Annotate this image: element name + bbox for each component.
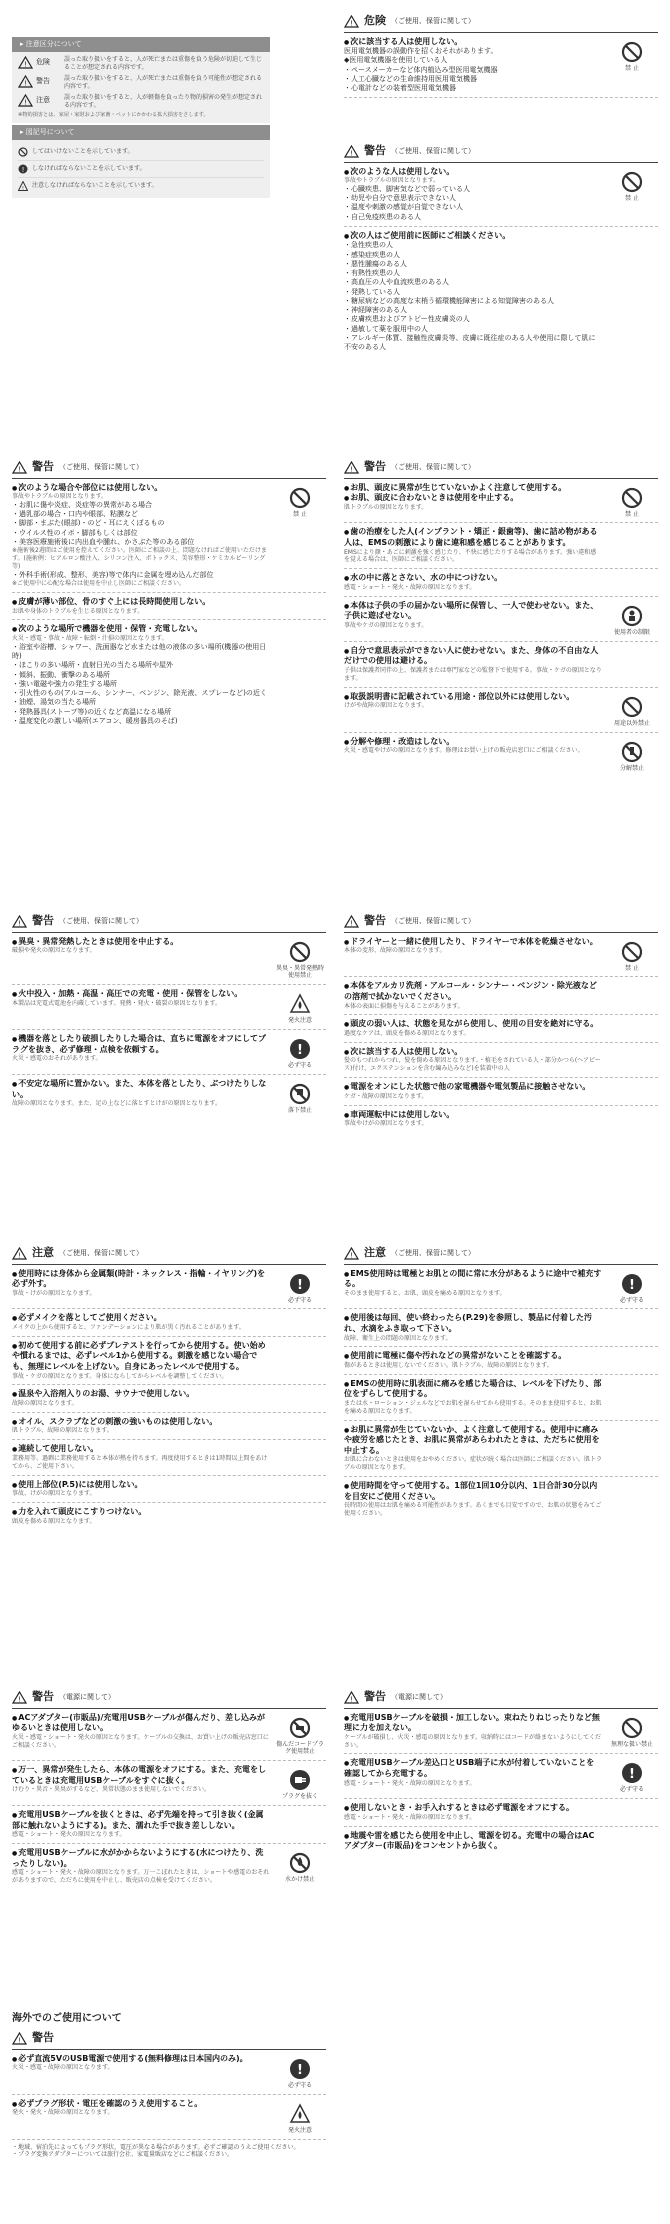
- section-title: ! 警告 （ご使用、保管に関して）: [344, 144, 658, 163]
- safety-item: ● 必ず直流5VのUSB電源で使用する(無料修理は日本国内のみ)。 火災・感電・故障の原因となります。 ! 必ず守る: [12, 2050, 326, 2095]
- warning-triangle-icon: [344, 1691, 359, 1704]
- prohibit-icon: [621, 696, 643, 718]
- safety-item: ● 不安定な場所に置かない。また、本体を落としたり、ぶつけたりしない。 故障の原因となります。また、足の上などに落とすとけがの原因となります。 落下禁止: [12, 1075, 326, 1119]
- mandatory-icon: [289, 1038, 311, 1060]
- safety-item: ● 地震や雷を感じたら使用を中止し、電源を切る。充電中の場合はACアダプター(市販品)をコンセントから抜く。: [344, 1827, 658, 1856]
- svg-text:!: !: [350, 465, 353, 474]
- safety-item: ● 皮膚が薄い部位、骨のすぐ上には長時間使用しない。 お肌や身体のトラブルを生じる原因となります。: [12, 593, 326, 620]
- safety-item: ● 充電用USBケーブルを破損・加工しない。束ねたりねじったりなど無理に力を加えない。 ケーブルが破損し、火災・感電の原因となります。収納時にはコードが絡まないようにしてください。 無理な扱い禁止: [344, 1709, 658, 1755]
- warning-triangle-icon: [344, 915, 359, 928]
- safety-item: ● 使用時には身体から金属類(時計・ネックレス・指輪・イヤリング)を必ず外す。 事故・けがの原因となります。 ! 必ず守る: [12, 1265, 326, 1310]
- symbol-prohibit: してはいけないことを示しています。: [18, 144, 264, 161]
- safety-item: ● 使用後は毎回、使い終わったら(P.29)を参照し、製品に付着した汚れ、水滴をふき取って下さい。 故障、衛生上の問題の原因となります。: [344, 1309, 658, 1347]
- safety-item: ● オイル、スクラブなどの刺激の強いものは使用しない。 肌トラブル、故障の原因となります。: [12, 1413, 326, 1440]
- warning-triangle-icon: [12, 461, 27, 474]
- mandatory-icon: [289, 1273, 311, 1295]
- section-warning-care: [344, 914, 658, 1132]
- safety-item: ● 必ずメイクを落としてご使用ください。 メイクの上から使用すると、ファンデーションにより肌が黒く汚れることがあります。: [12, 1309, 326, 1336]
- symbol-caution: ! 注意しなければならないことを示しています。: [18, 178, 264, 194]
- section-title: ! 警告 （ご使用、保管に関して）: [344, 914, 658, 933]
- legend-row-warning: ! 警告 誤った取り扱いをすると、人が死亡または重傷を負う可能性が想定される内容です。: [18, 75, 264, 91]
- svg-text:!: !: [21, 186, 25, 192]
- safety-item: ● 充電用USBケーブルに水がかからないようにする(水につけたり、洗ったりしない)。 感電・ショート・発火・故障の原因となります。万一こぼれたときは、ショートや感電のおそれがありますので、ただちに使用を中止し、販売店の点検を受けてください。 水かけ禁止: [12, 1844, 326, 1889]
- fire-caution-icon: [289, 993, 311, 1015]
- svg-text:!: !: [18, 919, 21, 928]
- safety-item: ● 使用時間を守って使用する。1部位1回10分以内、1日合計30分以内を目安にご使用ください。 長時間の使用はお肌を痛める可能性があります。あくまでも目安ですので、お肌の状態をみてご使用ください。: [344, 1477, 658, 1522]
- safety-item: ● 必ずプラグ形状・電圧を確認のうえ使用すること。 発火・発火・故障の原因となります。 発火注意: [12, 2095, 326, 2140]
- no-water-icon: [289, 1852, 311, 1874]
- section-title: ! 警告 （ご使用、保管に関して）: [12, 460, 326, 479]
- no-disassembly-icon: [621, 741, 643, 763]
- section-warning-parts: [12, 460, 326, 730]
- safety-item: ● ドライヤーと一緒に使用したり、ドライヤーで本体を乾燥させない。 本体の変形、故障の原因となります。 禁 止: [344, 933, 658, 978]
- safety-item: ● 温泉や入浴剤入りのお湯、サウナで使用しない。 故障の原因となります。: [12, 1385, 326, 1412]
- svg-text:!: !: [297, 1043, 303, 1059]
- safety-item: ● 充電用USBケーブル差込口とUSB端子に水が付着していないことを確認してから充電する。 感電・ショート・発火・故障の原因となります。 ! 必ず守る: [344, 1754, 658, 1799]
- symbol-mandatory: ! しなければならないことを示しています。: [18, 161, 264, 178]
- safety-item: ● 万一、異常が発生したら、本体の電源をオフにする。また、充電をしているときは充電用USBケーブルをすぐに抜く。 けむり・異音・異臭がするなど、異常状態のまま使用しないでください。 プラグを抜く: [12, 1761, 326, 1806]
- svg-text:!: !: [18, 465, 21, 474]
- safety-item: ● 次のような場所で機器を使用・保管・充電しない。 火災・感電・事故・故障・転倒・汁損の原因となります。 ・浴室や浴槽、シャワー、洗面器など水または他の液体の多い場所(機器の使用日時) ・ほこりの多い場所・直射日光の当たる場所や屋外 ・傾斜、振動、衝撃のある場所 ・強い電磁や強力の発生する場所 ・引火性のもの(アルコール、シンナー、ベンジン、除光液、スプレーなど)の近く ・油煙、湯気の当たる場所 ・発熱器具(ストーブ等)の近くなど高温になる場所 ・温度変化の激しい場所(エアコン、暖房器具のそば): [12, 620, 326, 730]
- safety-item: ● EMSの使用時に肌表面に痛みを感じた場合は、レベルを下げたり、部位をずらして使用する。 または水・ローション・ジェルなどでお肌を湿らせてから使用する。そのまま使用すると、お肌を痛める原因となります。: [344, 1375, 658, 1421]
- prohibit-icon: [289, 941, 311, 963]
- safety-item: ● 取扱説明書に記載されている用途・部位以外には使用しない。 けがや故障の原因となります。 用途以外禁止: [344, 688, 658, 733]
- safety-item: ● 電源をオンにした状態で他の家電機器や電気製品に接触させない。 ケガ・故障の原因となります。: [344, 1078, 658, 1105]
- warning-triangle-icon: [12, 1247, 27, 1260]
- user-restriction-icon: [621, 605, 643, 627]
- section-warning-abnormal: [12, 914, 326, 1119]
- svg-text:!: !: [24, 79, 27, 88]
- safety-item: ● 水の中に落とさない、水の中につけない。 感電・ショート・発火・故障の原因となります。: [344, 569, 658, 596]
- safety-item: ● 初めて使用する前に必ずプレテストを行ってから使用する。使い始めや慣れるまでは、必ずレベル1から使用する。刺激を感じない場合でも、無理にレベルを上げない。自身にあったレベルで使用する。 事故・ケガの原因となります。身体にならしてからレベルを調整してください。: [12, 1337, 326, 1386]
- prohibit-icon: [621, 941, 643, 963]
- section-title: ! 警告 （ご使用、保管に関して）: [12, 914, 326, 933]
- legend-title: ▸ 注意区分について: [12, 37, 270, 52]
- prohibit-icon: [621, 487, 643, 509]
- svg-text:!: !: [350, 1695, 353, 1704]
- safety-item: ● 本体は子供の手の届かない場所に保管し、一人で使わせない。また、子供に遊ばせない。 事故やケガの原因となります。 使用者の制限: [344, 597, 658, 642]
- safety-item: ● 次のような人は使用しない。 事故やトラブルの原因となります。 ・心臓疾患、脚害気などで弱っている人 ・幼児や自分で意思表示できない人 ・温度や刺激の感覚が自覚できない人 ・自己免疫疾患のある人 禁 止: [344, 163, 658, 227]
- legend-body: ! 危険 誤った取り扱いをすると、人が死亡または重傷を負う危険が切迫して生じることが想定される内容です。 ! 警告 誤った取り扱いをすると、人が死亡または重傷を負う可能性が想定される内容です。 ! 注意 誤った取り扱いをすると、人が軽傷を負ったり物的損害の発生が想定される内容です。 ※物的損害とは、家屋・家財および家畜・ペットにかかわる拡大損害をさします。: [12, 52, 270, 123]
- mandatory-icon: [621, 1762, 643, 1784]
- section-title: ! 警告: [12, 2031, 326, 2050]
- safety-item: ● 歯の治療をした人(インプラント・矯正・銀歯等)、歯に詰め物がある人は、EMSの刺激により歯に違和感を感じることがあります。 EMSにより顔・あごに刺激を強く感じたり、不快に感じたりする場合があります。強い違和感を覚える場合は、医師にご相談ください。: [344, 523, 658, 569]
- safety-item: ● 次に該当する人は使用しない。 医用電気機器の誤動作を招くおそれがあります。 ◆医用電気機器を使用している人 ・ペースメーカーなど体内植込み型医用電気機器 ・人工心臓などの生命維持用医用電気機器 ・心電計などの装着型医用電気機器 禁 止: [344, 33, 658, 99]
- safety-item: ● 本体をアルカリ洗剤・アルコール・シンナー・ベンジン・除光液などの溶剤で拭かないでください。 本体の表面に損傷を与えることがあります。: [344, 977, 658, 1015]
- svg-text:!: !: [18, 2036, 21, 2045]
- caution-triangle-icon: [18, 181, 28, 191]
- svg-text:!: !: [297, 1277, 303, 1293]
- mandatory-icon: [621, 1273, 643, 1295]
- overseas-title: 海外でのご使用について: [12, 2013, 122, 2024]
- safety-item: ● 異臭・異常発熱したときは使用を中止する。 破損や発火の原因となります。 異臭・異常発熱時使用禁止: [12, 933, 326, 986]
- prohibit-icon: [621, 171, 643, 193]
- safety-item: ● 使用しないとき・お手入れするときは必ず電源をオフにする。 感電・ショート・発火・故障の原因となります。: [344, 1799, 658, 1826]
- safety-item: ● 充電用USBケーブルを抜くときは、必ず先端を持って引き抜く(金属部に触れないようにする)。また、濡れた手で抜き差ししない。 感電・ショート・発火の原因となります。: [12, 1806, 326, 1844]
- unplug-icon: [289, 1769, 311, 1791]
- section-title: ! 警告 （ご使用、保管に関して）: [344, 460, 658, 479]
- prohibit-icon: [289, 487, 311, 509]
- prohibit-icon: [18, 147, 28, 157]
- no-drop-icon: [289, 1083, 311, 1105]
- warning-triangle-icon: [12, 915, 27, 928]
- section-warning-users: [344, 144, 658, 356]
- symbols-title: ▸ 図記号について: [12, 125, 270, 140]
- section-warning-usage: [344, 460, 658, 776]
- legend-row-caution: ! 注意 誤った取り扱いをすると、人が軽傷を負ったり物的損害の発生が想定される内容です。: [18, 94, 264, 110]
- svg-text:!: !: [297, 2062, 303, 2078]
- mandatory-icon: [289, 2058, 311, 2080]
- warning-triangle-icon: [344, 1247, 359, 1260]
- safety-item: ● 力を入れて頭皮にこすりつけない。 頭皮を傷める原因となります。: [12, 1503, 326, 1529]
- svg-text:!: !: [629, 1277, 635, 1293]
- svg-text:!: !: [350, 149, 353, 158]
- section-caution-ems: [344, 1246, 658, 1522]
- svg-text:!: !: [350, 19, 353, 28]
- safety-item: ● 自分で意思表示ができない人に使わせない。また、身体の不自由な人だけでの使用は避ける。 子供は保護者同伴の上、保護者または専門家などの監督下で使用する。事故・ケガの原因となります。: [344, 642, 658, 688]
- prohibit-icon: [621, 1717, 643, 1739]
- svg-text:!: !: [24, 98, 27, 107]
- svg-text:!: !: [21, 166, 25, 175]
- safety-item: ● 次に該当する人は使用しない。 髪のもつれからつれ、髪を傷める原因となります。・植毛をされている人・部分かつら(ヘアピース)付け、エクステンションを含む編み込みなど)を装着中の人: [344, 1043, 658, 1078]
- safety-item: ● 連続して使用しない。 業務用等、過剰に業務使用すると本体が熱を持ちます。再度使用するときは1時間以上間をあけてから、ご使用下さい。: [12, 1440, 326, 1475]
- section-title: ! 警告 （電源に関して）: [344, 1690, 658, 1709]
- section-title: ! 注意 （ご使用、保管に関して）: [344, 1246, 658, 1265]
- safety-item: ● 頭皮の弱い人は、状態を見ながら使用し、使用の目安を絶対に守る。 過度なケアは、頭皮を傷める原因となります。: [344, 1015, 658, 1042]
- legend-box: [12, 37, 270, 198]
- safety-item: ● 分解や修理・改造はしない。 火災・感電やけがの原因となります。修理はお買い上げの販売店窓口にご相談ください。 分解禁止: [344, 733, 658, 777]
- prohibit-icon: [621, 41, 643, 63]
- safety-item: ● ACアダプター(市販品)/充電用USBケーブルが傷んだり、差し込みがゆるいときは使用しない。 火災・感電・ショート・発火の原因となります。ケーブルの交換は、お買い上げの販売店窓口にご相談ください。 傷んだコードプラグ使用禁止: [12, 1709, 326, 1762]
- safety-item: ● 使用上部位(P.5)には使用しない。 事故、けがの原因となります。: [12, 1476, 326, 1503]
- warning-triangle-icon: [18, 94, 33, 107]
- safety-item: ● お肌、頭皮に異常が生じていないかよく注意して使用する。 ● お肌、頭皮に合わないときは使用を中止する。 肌トラブルの原因となります。 禁 止: [344, 479, 658, 524]
- svg-text:!: !: [18, 1251, 21, 1260]
- section-danger: [344, 14, 658, 98]
- section-overseas: 海外でのご使用について ! 警告 ● 必ず直流5VのUSB電源で使用する(無料修理は日本国内のみ)。 火災・感電・故障の原因となります。 ! 必ず守る ● 必ずプラグ形状・電圧を確認のうえ使用すること。 発火・発火・故障の原因となります。 発火注意 ・地域、宿泊先によってもプラグ形状、電圧が異なる場合があります。必ずご確認のうえご使用ください。 ・プラグ変換アダプターについては旅行会社、家電量販店などにご相談ください。: [12, 2012, 326, 2159]
- safety-item: ● 機器を落としたり破損したりした場合は、直ちに電源をオフにしてプラグを抜き、必ず修理・点検を依頼する。 火災・感電のおそれがあります。 ! 必ず守る: [12, 1030, 326, 1075]
- safety-item: ● 車両運転中には使用しない。 事故やけがの原因となります。: [344, 1106, 658, 1132]
- warning-triangle-icon: [12, 1691, 27, 1704]
- warning-triangle-icon: [344, 461, 359, 474]
- svg-text:!: !: [18, 1695, 21, 1704]
- section-title: ! 注意 （ご使用、保管に関して）: [12, 1246, 326, 1265]
- safety-item: ● 使用前に電極に傷や汚れなどの異常がないことを確認する。 傷があるときは使用しないでください。肌トラブル、故障の原因となります。: [344, 1347, 658, 1374]
- warning-triangle-icon: [344, 145, 359, 158]
- safety-item: ● 火中投入・加熱・高温・高圧での充電・使用・保管をしない。 本製品は充電式電池を内蔵しています。発熱・発火・破裂の原因となります。 発火注意: [12, 985, 326, 1030]
- safety-item: ● 次のような場合や部位には使用しない。 事故やトラブルの原因となります。 ・お肌に傷や炎症、炎症等の異常がある場合 ・過乳部の場合・口内や眼部、粘膜など ・脚部・まぶた(眼部)・のど・耳にえくぼるもの ・ウイルス性のイボ・脚部もしくは部位 ・美容医療施術後に内出血や腫れ、かさぶた等のある部位 ※施術後2週間はご使用を控えてください。医師にご相談の上、問題なければご使用いただけます。(施術例：ヒアルロン酸注入、シリコン注入、ボトックス、美容整形・ケミカルピーリング等) ・外科手術(形成、整形、美容)等で体内に金属を埋め込んだ部位 ※ご使用中に心配な場合は使用を中止し医師にご相談ください。 禁 止: [12, 479, 326, 593]
- section-warning-cable: [344, 1690, 658, 1856]
- section-title: ! 危険 （ご使用、保管に関して）: [344, 14, 658, 33]
- safety-item: ● 次の人はご使用前に医師にご相談ください。 ・急性疾患の人 ・感染症疾患の人 ・悪性腫瘍のある人 ・有熱性疾患の人 ・高血圧の人や血流疾患のある人 ・発熱している人 ・糖尿病などの高度な末梢う循環機能障害による知覚障害のある人 ・神経障害のある人 ・皮膚疾患およびアトピー性皮膚炎の人 ・過敏して薬を服用中の人 ・アレルギー体質、接触性皮膚炎等、皮膚に既往症のある人や使用に際して肌に不安のある人: [344, 227, 658, 356]
- warning-triangle-icon: [18, 56, 33, 69]
- warning-triangle-icon: [18, 75, 33, 88]
- svg-text:!: !: [350, 919, 353, 928]
- svg-text:!: !: [350, 1251, 353, 1260]
- section-caution-usage: [12, 1246, 326, 1530]
- section-title: ! 警告 （電源に関して）: [12, 1690, 326, 1709]
- legend-row-danger: ! 危険 誤った取り扱いをすると、人が死亡または重傷を負う危険が切迫して生じることが想定される内容です。: [18, 56, 264, 72]
- mandatory-icon: [18, 164, 28, 174]
- safety-item: ● EMS使用時は電極とお肌との間に常に水分があるように途中で補充する。 そのまま使用すると、お肌、頭皮を痛める原因となります。 ! 必ず守る: [344, 1265, 658, 1310]
- safety-item: ● お肌に異常が生じていないか、よく注意して使用する。使用中に痛みや疲労を感じたとき、お肌に異常があらわれたときは、ただちに使用を中止する。 お肌に合わないときは使用をおやめください。症状が続く場合は医師にご相談ください。肌トラブルの原因となります。: [344, 1421, 658, 1477]
- fire-caution-icon: [289, 2103, 311, 2125]
- damaged-cord-prohibit-icon: [289, 1717, 311, 1739]
- section-warning-power: [12, 1690, 326, 1889]
- symbols-body: [12, 140, 270, 198]
- warning-triangle-icon: [344, 15, 359, 28]
- svg-text:!: !: [629, 1767, 635, 1783]
- svg-text:!: !: [24, 60, 27, 69]
- warning-triangle-icon: [12, 2032, 27, 2045]
